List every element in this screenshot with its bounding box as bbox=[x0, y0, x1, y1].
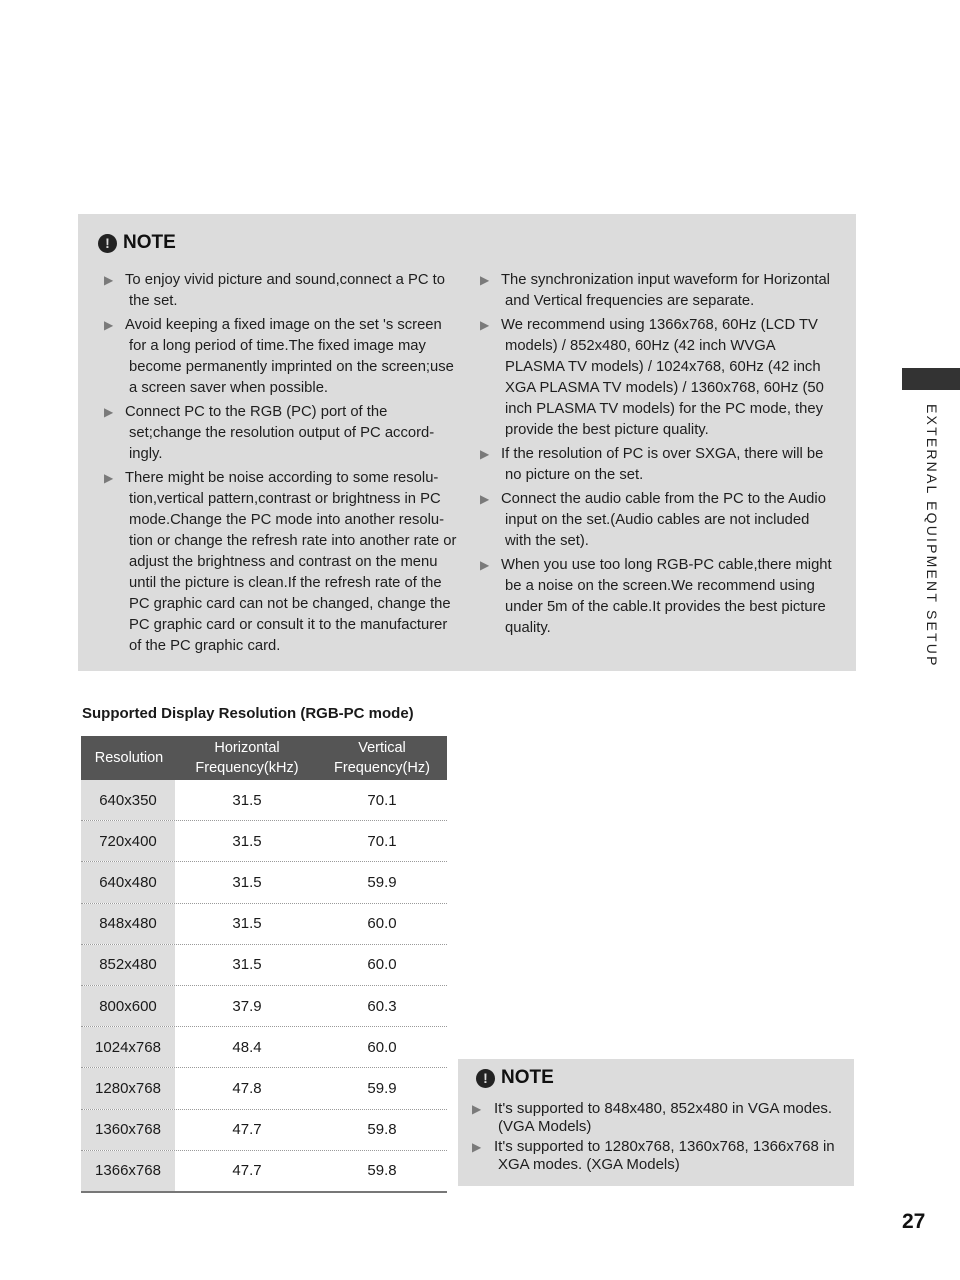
cell-horizontal: 31.5 bbox=[232, 873, 262, 891]
table-row bbox=[81, 1027, 447, 1068]
table-row bbox=[81, 821, 447, 862]
arrow-right-icon: ▶ bbox=[104, 318, 114, 332]
cell-vertical: 60.0 bbox=[367, 956, 397, 974]
cell-resolution: 640x350 bbox=[81, 780, 177, 820]
cell-horizontal: 37.9 bbox=[232, 997, 262, 1015]
note-box-bottom bbox=[458, 1059, 854, 1186]
resolution-table bbox=[81, 736, 447, 1193]
section-label: EXTERNAL EQUIPMENT SETUP bbox=[924, 404, 940, 668]
cell-resolution: 852x480 bbox=[81, 945, 177, 985]
cell-vertical: 59.8 bbox=[367, 1162, 397, 1180]
arrow-right-icon: ▶ bbox=[104, 273, 114, 287]
cell-horizontal: 31.5 bbox=[232, 832, 262, 850]
list-item: ▶ Connect the audio cable from the PC to the Audio input on the set.(Audio cables are not included with the set). bbox=[480, 491, 826, 549]
arrow-right-icon: ▶ bbox=[472, 1140, 482, 1154]
cell-horizontal: 47.8 bbox=[232, 1079, 262, 1097]
arrow-right-icon: ▶ bbox=[472, 1102, 482, 1116]
cell-resolution: 1024x768 bbox=[81, 1027, 177, 1067]
exclamation-icon: ! bbox=[98, 234, 117, 253]
cell-resolution: 1366x768 bbox=[81, 1151, 177, 1191]
exclamation-icon: ! bbox=[476, 1069, 495, 1088]
note-title-text: NOTE bbox=[501, 1067, 554, 1088]
note-box-top bbox=[78, 214, 856, 671]
table-header bbox=[81, 736, 447, 780]
list-item: ▶ It's supported to 1280x768, 1360x768, 1366x768 in XGA modes. (XGA Models) bbox=[472, 1138, 835, 1173]
table-row bbox=[81, 986, 447, 1027]
cell-horizontal: 31.5 bbox=[232, 956, 262, 974]
cell-horizontal: 31.5 bbox=[232, 915, 262, 933]
list-item: ▶ To enjoy vivid picture and sound,connect a PC to the set. bbox=[104, 272, 445, 309]
cell-vertical: 70.1 bbox=[367, 832, 397, 850]
list-item: ▶ Avoid keeping a fixed image on the set 's screen for a long period of time.The fixed image may become permanently imprinted on the screen;use a screen saver when possible. bbox=[104, 317, 454, 396]
cell-vertical: 60.0 bbox=[367, 1038, 397, 1056]
note-bottom-list bbox=[472, 1100, 842, 1176]
table-row bbox=[81, 1110, 447, 1151]
note-title bbox=[476, 1067, 554, 1089]
list-item: ▶ When you use too long RGB-PC cable,there might be a noise on the screen.We recommend using under 5m of the cable.It provides the best picture quality. bbox=[480, 557, 832, 636]
list-item: ▶ There might be noise according to some resolu-tion,vertical pattern,contrast or brightness in PC mode.Change the PC mode into another resolu-tion or change the refresh rate into another rate or adjust the brightness and contrast on the menu until the picture is clean.If the refresh rate of the PC graphic card can not be changed, change the PC graphic card or consult it to the manufacturer of the PC graphic card. bbox=[104, 470, 457, 654]
cell-vertical: 59.9 bbox=[367, 873, 397, 891]
cell-resolution: 640x480 bbox=[81, 862, 177, 902]
header-resolution: Resolution bbox=[94, 750, 164, 766]
list-item: ▶ It's supported to 848x480, 852x480 in VGA modes. (VGA Models) bbox=[472, 1100, 833, 1135]
arrow-right-icon: ▶ bbox=[480, 492, 490, 506]
table-row bbox=[81, 780, 447, 821]
arrow-right-icon: ▶ bbox=[480, 447, 490, 461]
list-item: ▶ We recommend using 1366x768, 60Hz (LCD TV models) / 852x480, 60Hz (42 inch WVGA PLASMA TV models) / 1024x768, 60Hz (42 inch XGA PLASMA TV models) / 1360x768, 60Hz (50 inch PLASMA TV models) for the PC mode, they provide the best picture quality. bbox=[480, 317, 824, 438]
arrow-right-icon: ▶ bbox=[480, 273, 490, 287]
cell-vertical: 59.9 bbox=[367, 1079, 397, 1097]
header-vertical: Vertical Frequency(Hz) bbox=[334, 740, 430, 776]
list-item: ▶ If the resolution of PC is over SXGA, there will be no picture on the set. bbox=[480, 446, 824, 483]
table-row bbox=[81, 1068, 447, 1109]
cell-resolution: 848x480 bbox=[81, 904, 177, 944]
cell-resolution: 720x400 bbox=[81, 821, 177, 861]
cell-vertical: 60.3 bbox=[367, 997, 397, 1015]
arrow-right-icon: ▶ bbox=[480, 558, 490, 572]
table-title: Supported Display Resolution (RGB-PC mode) bbox=[82, 705, 414, 722]
cell-horizontal: 31.5 bbox=[232, 791, 262, 809]
cell-horizontal: 47.7 bbox=[232, 1162, 262, 1180]
cell-vertical: 70.1 bbox=[367, 791, 397, 809]
arrow-right-icon: ▶ bbox=[104, 471, 114, 485]
list-item: ▶ Connect PC to the RGB (PC) port of the set;change the resolution output of PC accord-ingly. bbox=[104, 404, 435, 462]
note-left-column bbox=[104, 270, 460, 660]
note-title-text: NOTE bbox=[123, 232, 176, 253]
table-row bbox=[81, 862, 447, 903]
list-item: ▶ The synchronization input waveform for Horizontal and Vertical frequencies are separate. bbox=[480, 272, 830, 309]
table-row bbox=[81, 945, 447, 986]
header-horizontal: Horizontal Frequency(kHz) bbox=[195, 740, 299, 776]
arrow-right-icon: ▶ bbox=[104, 405, 114, 419]
table-row bbox=[81, 1151, 447, 1193]
cell-resolution: 1280x768 bbox=[81, 1068, 177, 1108]
cell-resolution: 800x600 bbox=[81, 986, 177, 1026]
table-row bbox=[81, 904, 447, 945]
note-title bbox=[98, 232, 176, 254]
cell-horizontal: 48.4 bbox=[232, 1038, 262, 1056]
page-number: 27 bbox=[902, 1210, 926, 1233]
cell-vertical: 59.8 bbox=[367, 1121, 397, 1139]
cell-vertical: 60.0 bbox=[367, 915, 397, 933]
cell-horizontal: 47.7 bbox=[232, 1121, 262, 1139]
cell-resolution: 1360x768 bbox=[81, 1110, 177, 1150]
arrow-right-icon: ▶ bbox=[480, 318, 490, 332]
note-right-column bbox=[480, 270, 836, 642]
section-tab-bar bbox=[902, 368, 960, 390]
